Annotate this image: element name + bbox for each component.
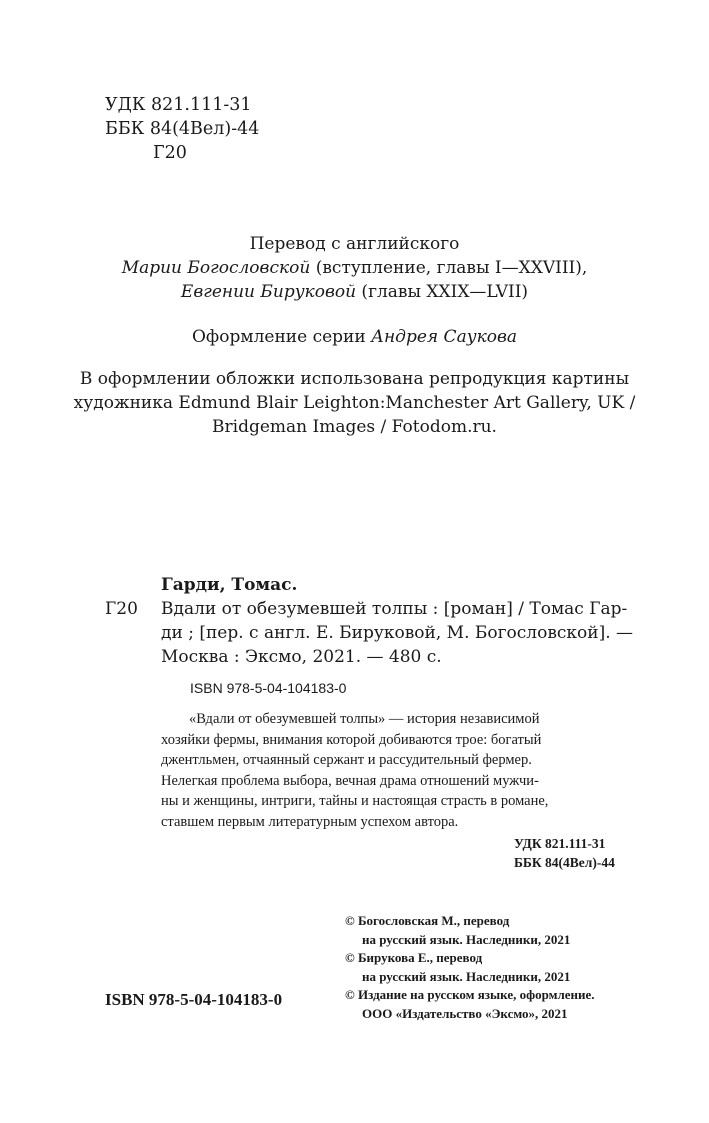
copyright-line: на русский язык. Наследники, 2021	[362, 968, 571, 984]
copyright-line: ООО «Издательство «Эксмо», 2021	[362, 1005, 568, 1021]
record-body	[105, 597, 640, 669]
series-prefix: Оформление серии	[192, 327, 372, 347]
translation-credits	[0, 232, 709, 304]
translator-2-line	[0, 280, 709, 304]
bbk-code: ББК 84(4Вел)-44	[105, 119, 260, 139]
series-design-line	[0, 325, 709, 349]
record-author: Гарди, Томас.	[161, 575, 298, 595]
bibliographic-record	[105, 573, 640, 669]
record-line-2: ди ; [пер. с англ. Е. Бируковой, М. Богословской]. —	[161, 623, 634, 643]
cover-credit-line-2: художника Edmund Blair Leighton:Manchester Art Gallery, UK /	[73, 393, 636, 413]
author-sign-code: Г20	[153, 143, 187, 163]
cover-credit	[0, 367, 709, 439]
record-text	[105, 597, 640, 669]
udk-code-bottom: УДК 821.111-31	[514, 836, 606, 851]
bbk-code-bottom: ББК 84(4Вел)-44	[514, 855, 615, 870]
copyright-line: на русский язык. Наследники, 2021	[362, 931, 571, 947]
udk-code: УДК 821.111-31	[105, 95, 252, 115]
annotation-line: ны и женщины, интриги, тайны и настоящая страсть в романе,	[161, 793, 549, 809]
annotation-line: ставшем первым литературным успехом автора.	[161, 813, 459, 830]
copyright-line: © Богословская М., перевод	[345, 913, 510, 928]
cover-credit-line-3: Bridgeman Images / Fotodom.ru.	[212, 417, 497, 437]
isbn-bottom: ISBN 978-5-04-104183-0	[105, 990, 283, 1009]
annotation-line: «Вдали от обезумевшей толпы» — история независимой	[189, 711, 540, 727]
copyright-line: © Бирукова Е., перевод	[345, 950, 483, 965]
copyright-block	[345, 912, 595, 1023]
translation-heading: Перевод с английского	[249, 234, 460, 254]
cover-credit-line-1: В оформлении обложки использована репродукция картины	[79, 369, 630, 389]
series-design-credit	[0, 325, 709, 349]
record-isbn: ISBN 978-5-04-104183-0	[190, 680, 347, 696]
annotation-line: джентльмен, отчаянный сержант и рассудительный фермер.	[161, 752, 532, 768]
annotation	[161, 709, 640, 832]
translator-2-part: (главы XXIX—LVII)	[356, 282, 529, 302]
translator-1-part: (вступление, главы I—XXVIII),	[310, 258, 588, 278]
udk-block-top	[105, 93, 259, 165]
copyright-line: © Издание на русском языке, оформление.	[345, 987, 595, 1002]
udk-block-bottom	[514, 834, 615, 872]
record-code: Г20	[105, 599, 138, 619]
record-line-3: Москва : Эксмо, 2021. — 480 с.	[161, 647, 442, 667]
translator-2-name: Евгении Бируковой	[180, 282, 357, 302]
translator-1-name: Марии Богословской	[121, 258, 311, 278]
annotation-line: хозяйки фермы, внимания которой добиваются трое: богатый	[161, 731, 542, 748]
record-line-1: Вдали от обезумевшей толпы : [роман] / Томас Гар-	[161, 599, 628, 619]
series-designer: Андрея Саукова	[371, 327, 517, 347]
translator-1-line	[0, 256, 709, 280]
annotation-line: Нелегкая проблема выбора, вечная драма отношений мужчи-	[161, 772, 539, 789]
